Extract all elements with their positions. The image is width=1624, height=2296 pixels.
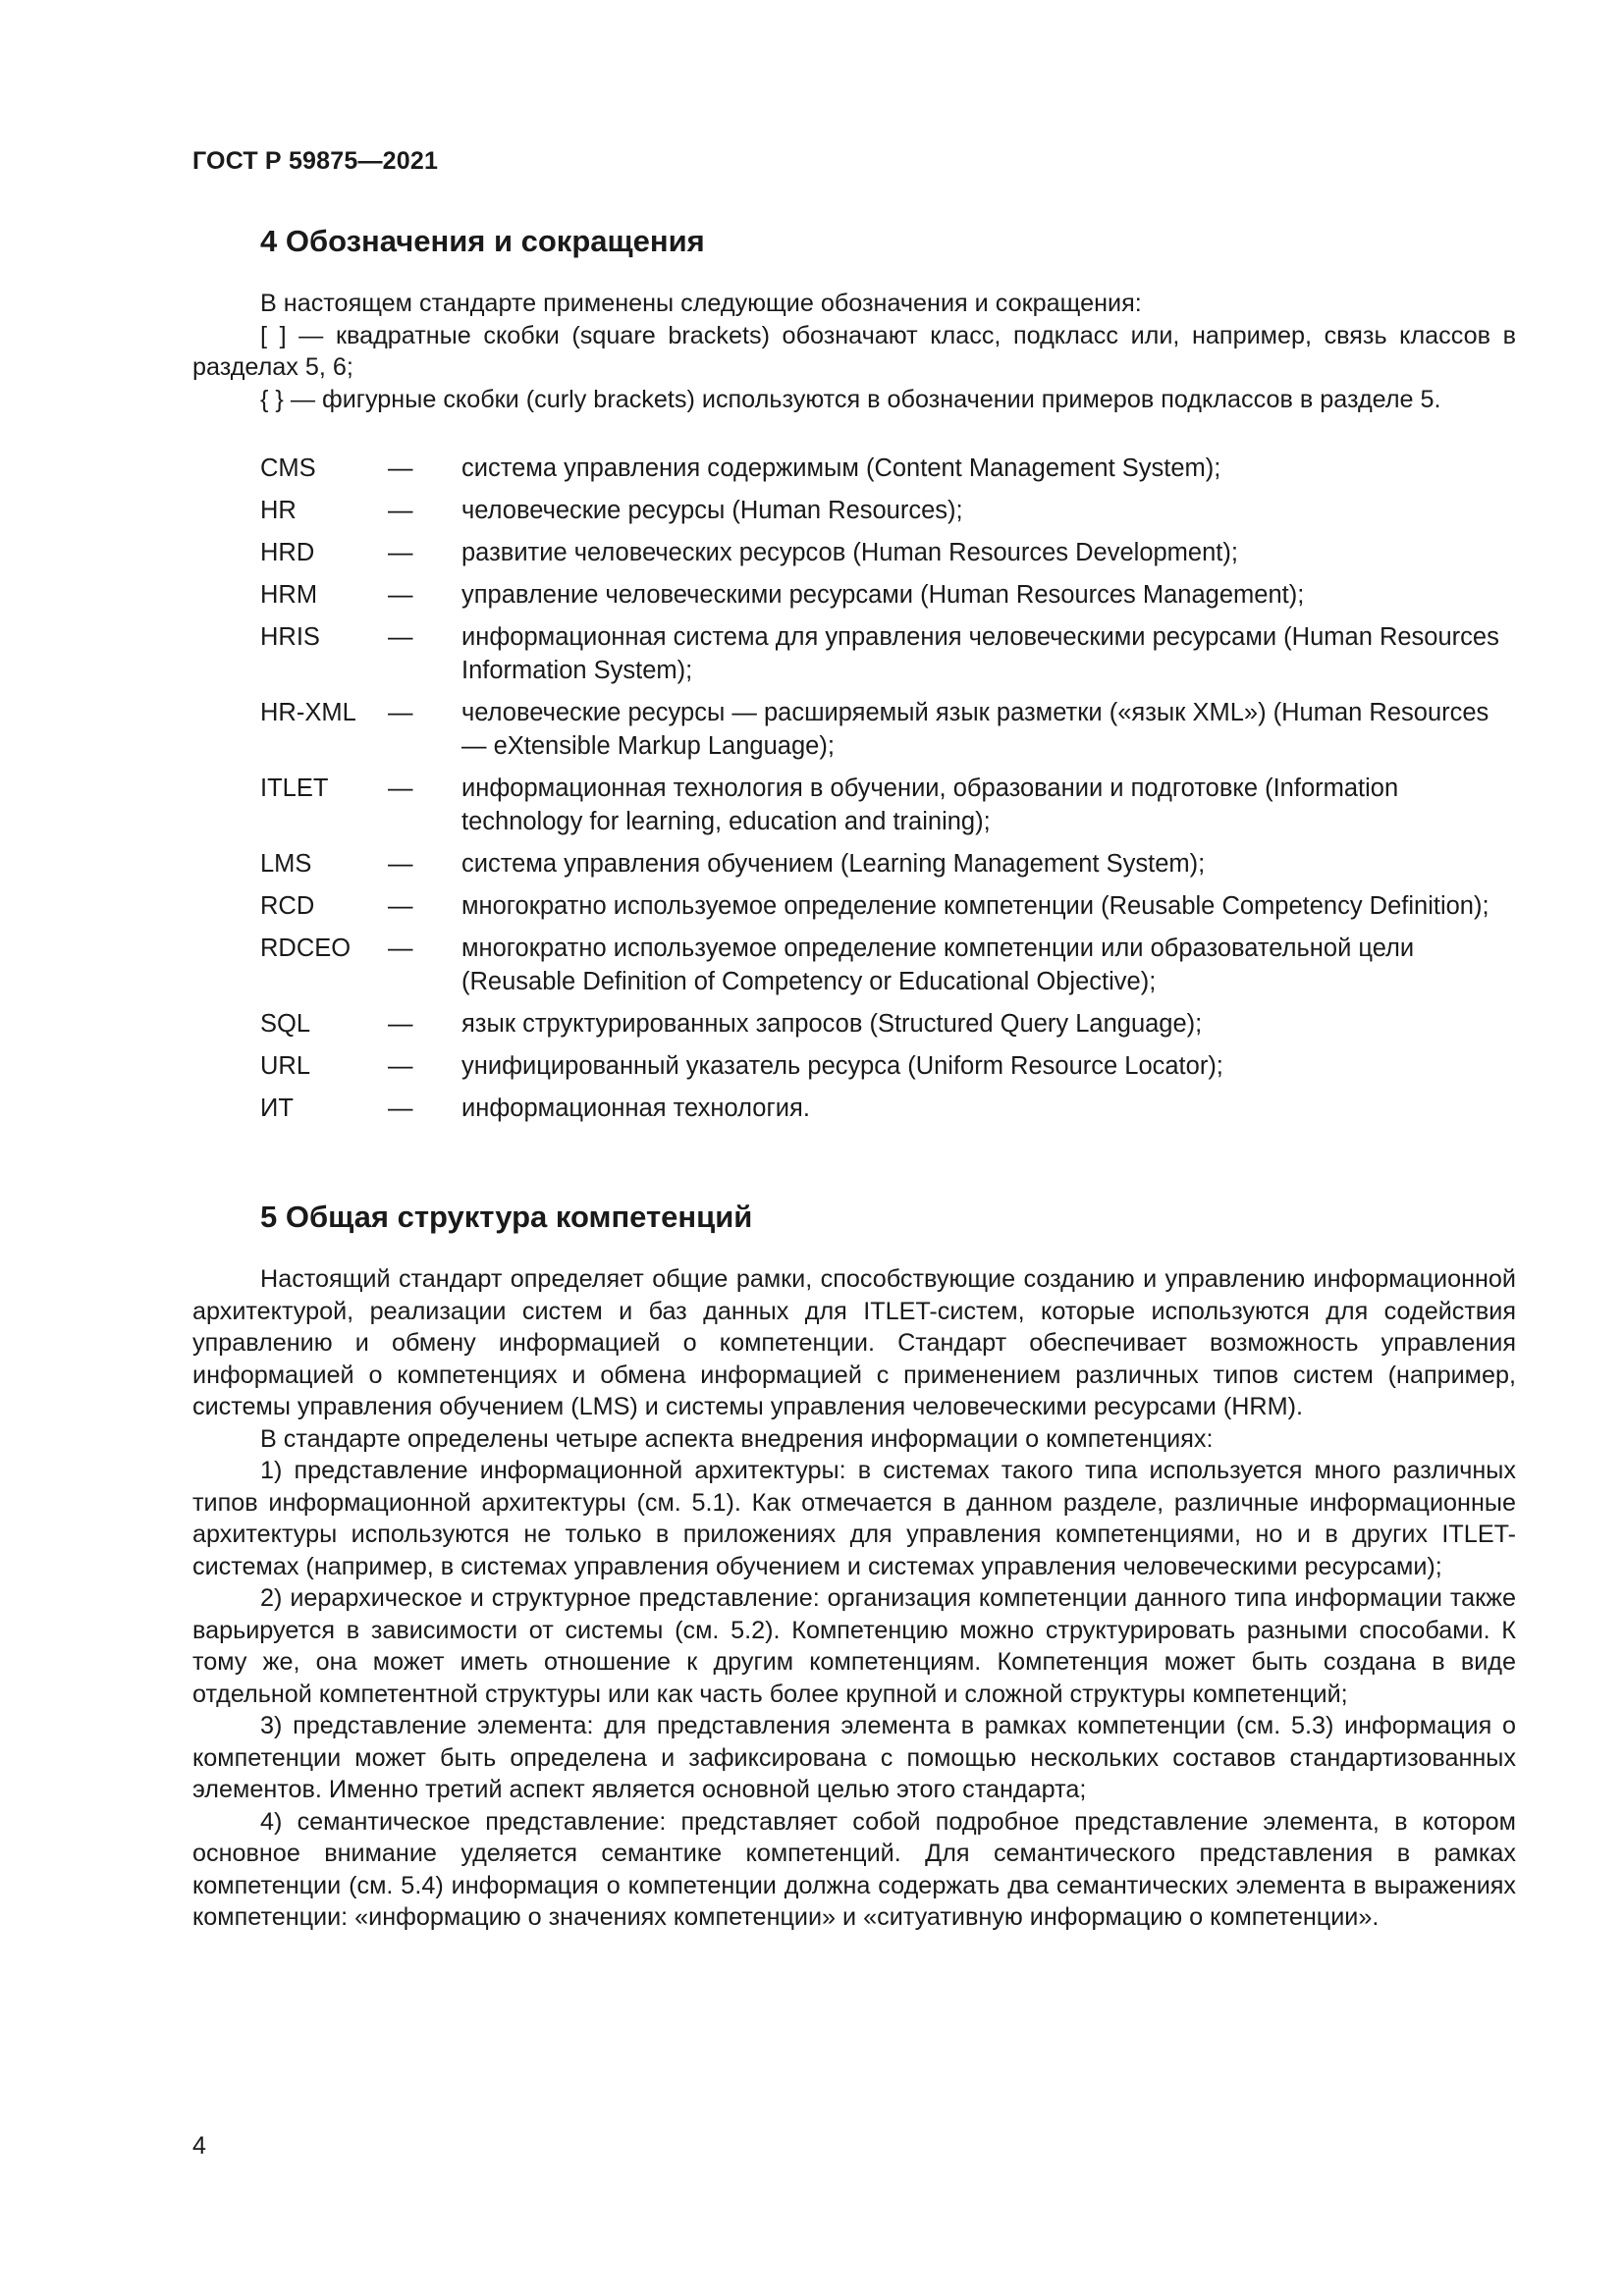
- abbreviation-term: ИТ: [260, 1095, 294, 1122]
- abbreviation-row: [260, 696, 1517, 763]
- abbreviation-definition: развитие человеческих ресурсов (Human Resources Development);: [461, 539, 1238, 566]
- body-paragraph: 1) представление информационной архитектуры: в системах такого типа используется много различных типов информационной архитектуры (см. 5.1). Как отмечается в данном разделе, различные информационные архитектуры используются не только в приложениях для управления компетенциями, но и в других ITLET-системах (например, в системах управления обучением и системах управления человеческими ресурсами);: [192, 1457, 1516, 1580]
- abbreviation-dash: —: [388, 581, 413, 609]
- abbreviation-term: URL: [260, 1052, 311, 1080]
- abbreviation-dash: —: [388, 623, 413, 651]
- abbreviation-term: CMS: [260, 454, 316, 482]
- abbreviation-row: [260, 772, 1517, 838]
- abbreviation-definition: многократно используемое определение компетенции или образовательной цели (Reusable Definition of Competency or Educational Objective);: [461, 934, 1415, 995]
- curly-brackets-paragraph: { } — фигурные скобки (curly brackets) используются в обозначении примеров подклассов в разделе 5.: [260, 385, 1441, 413]
- abbreviation-term: HRD: [260, 539, 315, 566]
- abbreviation-dash: —: [388, 1052, 413, 1080]
- abbreviation-term: LMS: [260, 850, 312, 878]
- abbreviation-row: [260, 620, 1517, 687]
- abbreviation-dash: —: [388, 934, 413, 962]
- abbreviation-term: HRM: [260, 581, 318, 609]
- intro-paragraph: В настоящем стандарте применены следующие обозначения и сокращения:: [260, 290, 1142, 317]
- square-brackets-paragraph: [ ] — квадратные скобки (square brackets) обозначают класс, подкласс или, например, связь классов в разделах 5, 6;: [192, 321, 1516, 381]
- abbreviation-term: HR: [260, 497, 297, 524]
- body-paragraph: 4) семантическое представление: представляет собой подробное представление элемента, в котором основное внимание уделяется семантике компетенций. Для семантического представления в рамках компетенции (см. 5.4) информация о компетенции должна содержать два семантических элемента в выражениях компетенции: «информацию о значениях компетенции» и «ситуативную информацию о компетенции».: [192, 1807, 1516, 1931]
- abbreviation-dash: —: [388, 699, 413, 726]
- section-4-intro: [192, 288, 1516, 415]
- abbreviation-dash: —: [388, 454, 413, 482]
- abbreviations-list: [260, 452, 1517, 1134]
- abbreviation-term: HRIS: [260, 623, 320, 651]
- abbreviation-dash: —: [388, 774, 413, 802]
- section-5-title: 5 Общая структура компетенций: [260, 1200, 753, 1234]
- document-code: ГОСТ Р 59875—2021: [192, 147, 439, 175]
- body-paragraph: 2) иерархическое и структурное представление: организация компетенции данного типа информации также варьируется в зависимости от системы (см. 5.2). Компетенцию можно структурировать разными способами. К тому же, она может иметь отношение к другим компетенциям. Компетенция может быть создана в виде отдельной компетентной структуры или как часть более крупной и сложной структуры компетенций;: [192, 1584, 1516, 1708]
- abbreviation-definition: система управления обучением (Learning Management System);: [461, 850, 1206, 878]
- abbreviation-definition: человеческие ресурсы — расширяемый язык разметки («язык XML») (Human Resources — eXtensible Markup Language);: [461, 699, 1489, 760]
- abbreviation-definition: управление человеческими ресурсами (Human Resources Management);: [461, 581, 1305, 609]
- abbreviation-dash: —: [388, 1095, 413, 1122]
- abbreviation-row: [260, 889, 1517, 923]
- abbreviation-row: [260, 536, 1517, 569]
- abbreviation-term: RDCEO: [260, 934, 352, 962]
- abbreviation-definition: система управления содержимым (Content Management System);: [461, 454, 1221, 482]
- abbreviation-dash: —: [388, 892, 413, 920]
- abbreviation-dash: —: [388, 850, 413, 878]
- section-5-body: [192, 1263, 1516, 1934]
- abbreviation-definition: информационная система для управления человеческими ресурсами (Human Resources Information System);: [461, 623, 1499, 684]
- abbreviation-definition: унифицированный указатель ресурса (Uniform Resource Locator);: [461, 1052, 1223, 1080]
- abbreviation-term: SQL: [260, 1010, 311, 1038]
- abbreviation-row: [260, 932, 1517, 998]
- abbreviation-definition: многократно используемое определение компетенции (Reusable Competency Definition);: [461, 892, 1489, 920]
- section-4-title: 4 Обозначения и сокращения: [260, 224, 705, 258]
- page-number: 4: [192, 2132, 206, 2160]
- abbreviation-row: [260, 1049, 1517, 1083]
- abbreviation-definition: язык структурированных запросов (Structured Query Language);: [461, 1010, 1203, 1038]
- abbreviation-row: [260, 578, 1517, 612]
- body-paragraph: В стандарте определены четыре аспекта внедрения информации о компетенциях:: [260, 1424, 1214, 1453]
- abbreviation-term: RCD: [260, 892, 315, 920]
- abbreviation-row: [260, 452, 1517, 485]
- abbreviation-term: HR-XML: [260, 699, 356, 726]
- abbreviation-definition: информационная технология в обучении, образовании и подготовке (Information technology for learning, education and training);: [461, 774, 1399, 835]
- abbreviation-term: ITLET: [260, 774, 329, 802]
- abbreviation-definition: информационная технология.: [461, 1095, 810, 1122]
- body-paragraph: Настоящий стандарт определяет общие рамки, способствующие созданию и управлению информационной архитектурой, реализации систем и баз данных для ITLET-систем, которые используются для содействия управлению и обмену информацией о компетенции. Стандарт обеспечивает возможность управления информацией о компетенциях и обмена информацией с применением различных типов систем (например, системы управления обучением (LMS) и системы управления человеческими ресурсами (HRM).: [192, 1265, 1516, 1420]
- abbreviation-row: [260, 847, 1517, 881]
- abbreviation-definition: человеческие ресурсы (Human Resources);: [461, 497, 963, 524]
- abbreviation-row: [260, 1007, 1517, 1041]
- abbreviation-row: [260, 1092, 1517, 1125]
- abbreviation-row: [260, 494, 1517, 527]
- body-paragraph: 3) представление элемента: для представления элемента в рамках компетенции (см. 5.3) информация о компетенции может быть определена и зафиксирована с помощью нескольких составов стандартизованных элементов. Именно третий аспект является основной целью этого стандарта;: [192, 1712, 1516, 1803]
- abbreviation-dash: —: [388, 497, 413, 524]
- abbreviation-dash: —: [388, 539, 413, 566]
- abbreviation-dash: —: [388, 1010, 413, 1038]
